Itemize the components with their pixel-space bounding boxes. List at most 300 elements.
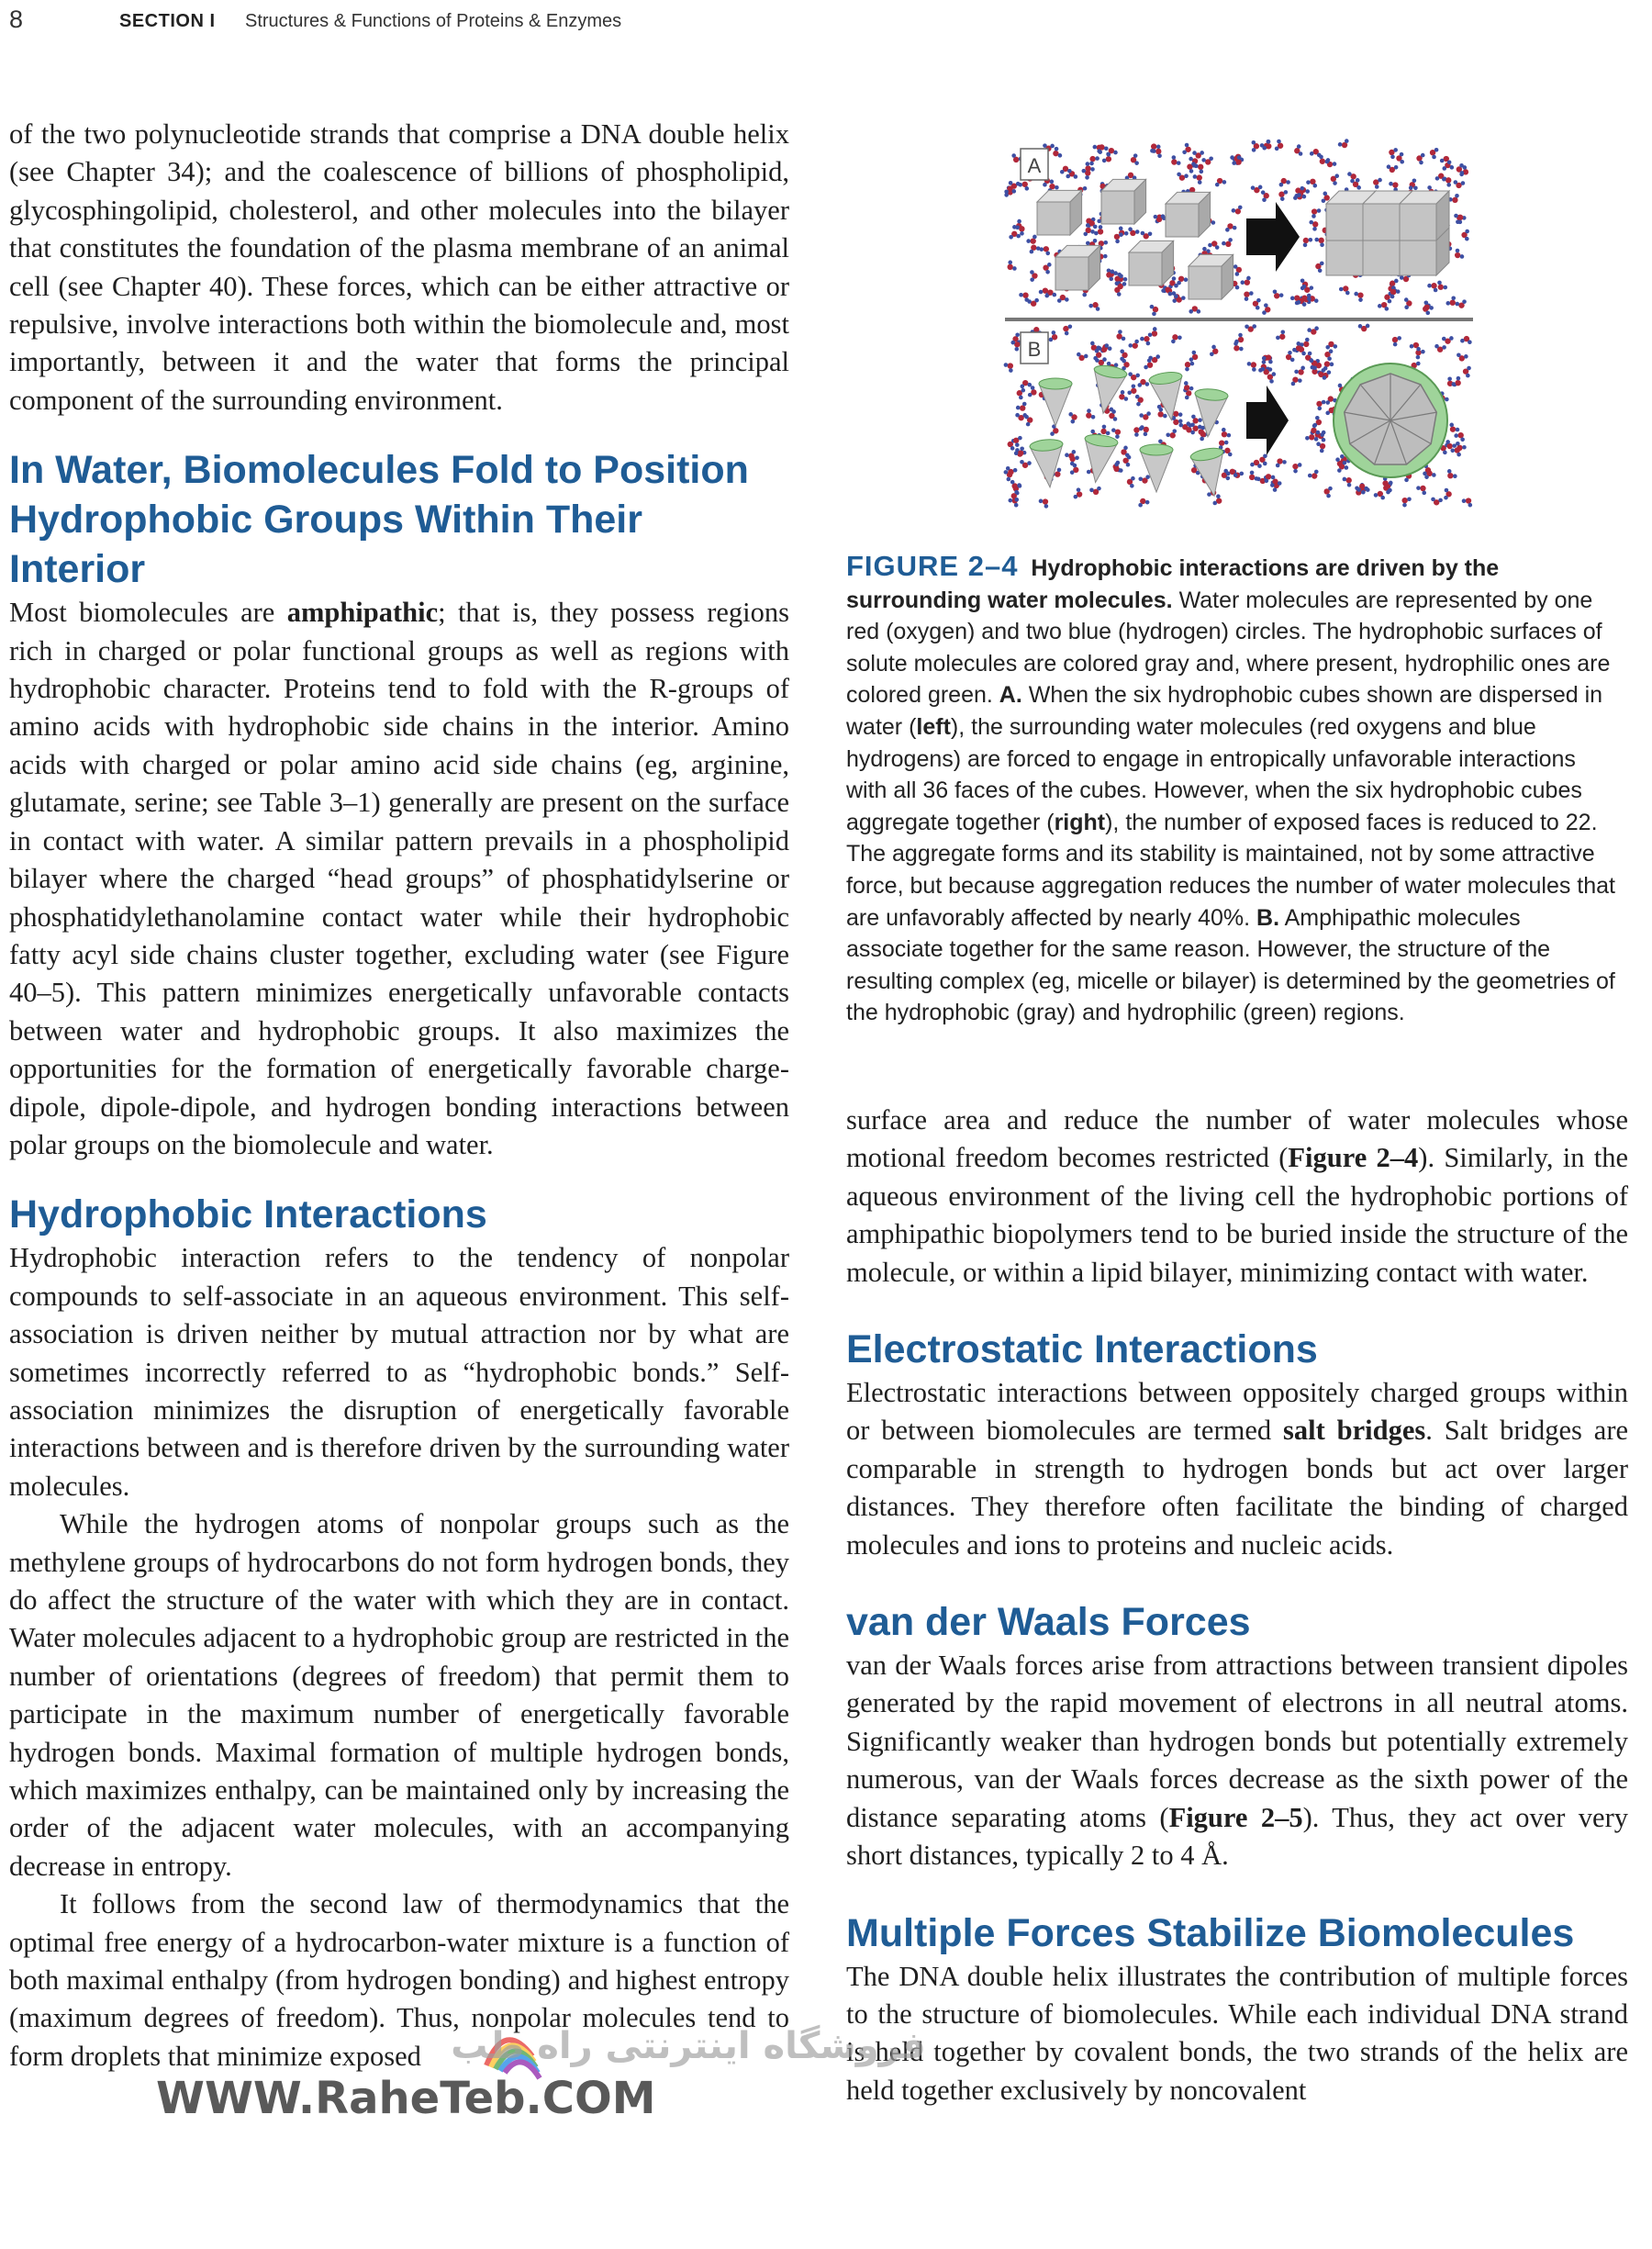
water-molecule [1244,291,1253,301]
hydrogen-atom [1345,291,1350,296]
hydrogen-atom [1299,151,1303,156]
oxygen-atom [1155,149,1161,154]
hydrogen-atom [1442,177,1446,182]
hydrogen-atom [1011,153,1016,158]
hydrogen-atom [1207,492,1211,497]
oxygen-atom [1115,429,1121,434]
water-molecule [1273,289,1284,298]
water-molecule [1185,362,1194,372]
water-molecule [1462,498,1472,507]
oxygen-atom [1152,330,1157,336]
hydrogen-atom [1276,336,1280,341]
text-run: ). Similarly, in the aqueous environment of the living cell the hydrophobic portions of amphipathic biopolymers tend to be buried inside the structure of the molecule, or within a lipid bilayer, minimizing contact with water. [846,1142,1629,1288]
hydrogen-atom [1434,288,1438,293]
hydrophobic-cube [1166,192,1211,237]
water-molecule [1440,156,1452,164]
hydrogen-atom [1178,412,1183,417]
oxygen-atom [1312,473,1317,478]
hydrogen-atom [1148,332,1153,337]
hydrogen-atom [1153,327,1157,331]
water-molecule [1306,179,1317,188]
hydrogen-atom [1393,148,1398,152]
hydrogen-atom [1172,155,1177,160]
hydrogen-atom [1189,423,1193,428]
hydrogen-atom [1127,391,1132,396]
hydrogen-atom [1416,362,1421,366]
water-molecule [1053,147,1062,158]
text-run: Water molecules are represented by one red (oxygen) and two blue (hydrogen) circles. The hydrophobic surfaces of solute molecules are colored gray and, where present, hydrophilic ones are colored green. [846,587,1611,709]
oxygen-atom [1019,226,1024,231]
hydrogen-atom [1147,358,1152,363]
hydrogen-atom [1087,408,1091,413]
oxygen-atom [1312,208,1317,214]
hydrogen-atom [1308,474,1312,478]
hydrogen-atom [1145,475,1150,479]
water-molecule [1279,178,1290,187]
hydrogen-atom [1097,219,1101,224]
water-molecule [1020,460,1032,468]
text-run: van der Waals forces arise from attractions between transient dipoles generated by the rapid movement of electrons in all neutral atoms. Significantly weaker than hydrogen bonds but potentially extremely numerous, van der Waals forces decrease as the sixth power of the distance separating atoms ( [846,1650,1628,1833]
water-molecule [1309,220,1318,231]
hydrogen-atom [1068,412,1073,417]
hydrogen-atom [1086,162,1090,166]
hydrogen-atom [1380,496,1385,500]
water-molecule [1232,206,1243,215]
hydrogen-atom [1065,331,1069,336]
oxygen-atom [1018,450,1023,455]
oxygen-atom [1343,285,1348,291]
hydrogen-atom [1124,231,1129,236]
water-molecule [1291,376,1302,386]
hydrogen-atom [1297,300,1301,305]
hydrogen-atom [1022,402,1027,407]
hydrogen-atom [1146,411,1151,416]
water-molecule [1024,415,1032,427]
oxygen-atom [1172,334,1178,340]
hydrogen-atom [1325,345,1330,350]
water-molecule [1208,241,1219,250]
hydrogen-atom [1230,155,1234,160]
oxygen-atom [1455,380,1460,386]
hydrogen-atom [1030,277,1034,282]
hydrogen-atom [1432,155,1436,160]
hydrogen-atom [1455,302,1459,307]
hydrogen-atom [1261,367,1266,372]
hydrogen-atom [1317,208,1322,213]
hydrogen-atom [1442,337,1446,341]
water-molecule [1396,152,1404,164]
hydrogen-atom [1102,357,1107,362]
hydrogen-atom [1288,351,1292,355]
hydrogen-atom [1279,183,1284,187]
hydrogen-atom [1200,151,1204,155]
hydrogen-atom [1424,300,1429,305]
hydrogen-atom [1270,483,1275,487]
hydrogen-atom [1297,193,1301,197]
hydrogen-atom [1400,152,1404,157]
hydrogen-atom [1086,223,1090,228]
hydrogen-atom [1174,284,1178,288]
water-molecule [1292,463,1301,473]
hydrogen-atom [1302,195,1307,199]
hydrogen-atom [1010,446,1015,451]
hydrogen-atom [1208,243,1212,248]
hydrogen-atom [1039,499,1044,504]
water-molecule [1424,300,1434,309]
oxygen-atom [1279,334,1285,340]
water-molecule [1030,270,1038,282]
hydrogen-atom [1119,468,1123,473]
hydrogen-atom [1177,173,1181,177]
hydrogen-atom [1157,153,1162,158]
water-molecule [1416,153,1424,165]
hydrogen-atom [1133,153,1138,158]
hydrogen-atom [1314,238,1319,242]
water-molecule [1457,352,1468,361]
hydrogen-atom [1065,453,1069,457]
oxygen-atom [1030,238,1035,243]
water-molecule [1415,350,1424,360]
hydrogen-atom [1017,219,1021,224]
water-molecule [1222,238,1233,247]
hydrogen-atom [1020,460,1024,464]
hydrogen-atom [1466,374,1470,378]
hydrogen-atom [1222,180,1227,185]
oxygen-atom [1085,165,1090,171]
hydrogen-atom [1330,363,1334,367]
water-molecule [1378,302,1389,311]
water-molecule [1010,341,1020,352]
water-molecule [1016,402,1027,411]
oxygen-atom [1320,159,1325,164]
hydrogen-atom [1388,299,1392,304]
hydrogen-atom [1434,148,1439,152]
hydrophobic-cube [1400,191,1449,241]
water-molecule [1191,415,1202,424]
hydrogen-atom [1390,295,1395,299]
water-molecule [1125,173,1137,180]
hydrogen-atom [1090,341,1095,346]
hydrogen-atom [1026,239,1031,243]
hydrogen-atom [1455,194,1459,198]
water-molecule [1276,458,1287,467]
hydrogen-atom [1290,358,1295,363]
hydrogen-atom [1272,372,1277,376]
hydrogen-atom [1104,343,1109,348]
water-molecule [1177,173,1189,181]
water-molecule [1460,336,1472,344]
hydrogen-atom [1026,422,1031,427]
hydrogen-atom [1245,297,1249,301]
section-heading-multiple-forces: Multiple Forces Stabilize Biomolecules [846,1910,1575,1955]
hydrogen-atom [1427,185,1432,190]
hydrogen-atom [1457,352,1461,357]
hydrogen-atom [1102,425,1107,430]
hydrogen-atom [1077,352,1081,357]
hydrogen-atom [1057,298,1062,303]
text-run: B. [1256,904,1280,931]
hydrogen-atom [1301,352,1306,356]
water-molecule [1225,223,1236,231]
oxygen-atom [1238,337,1244,342]
hydrogen-atom [1146,341,1151,346]
hydrogen-atom [1144,365,1148,370]
water-molecule [1343,477,1352,487]
hydrogen-atom [1013,468,1018,473]
hydrogen-atom [1298,463,1302,467]
water-molecule [1184,381,1193,390]
water-molecule [1057,295,1069,303]
hydrogen-atom [1018,183,1022,187]
hydrogen-atom [1200,437,1204,442]
hydrogen-atom [1233,264,1238,269]
water-molecule [1457,163,1465,175]
hydrogen-atom [1326,494,1331,498]
hydrogen-atom [1412,178,1417,183]
water-molecule [1109,409,1117,421]
hydrogen-atom [1262,360,1267,364]
water-molecule [1259,454,1267,466]
water-molecule [1128,372,1140,380]
hydrogen-atom [1329,349,1334,353]
oxygen-atom [1184,385,1189,390]
figure-caption [846,551,1617,1029]
page-number: 8 [9,6,24,33]
hydrogen-atom [1119,274,1123,278]
text-run: Electrostatic interactions between oppositely charged groups within or between biomolecules are termed [846,1377,1628,1447]
hydrogen-atom [1300,186,1305,191]
hydrogen-atom [1327,356,1332,361]
hydrogen-atom [1347,172,1352,176]
hydrogen-atom [1115,434,1120,439]
water-molecule [1454,432,1465,442]
hydrogen-atom [1446,183,1451,187]
hydrogen-atom [1016,234,1021,239]
hydrogen-atom [1296,341,1300,346]
hydrogen-atom [1273,487,1278,492]
hydrogen-atom [1216,494,1221,498]
hydrogen-atom [1250,471,1255,476]
hydrogen-atom [1019,293,1023,297]
hydrogen-atom [1397,336,1401,341]
hydrogen-atom [1460,437,1465,442]
hydrogen-atom [1235,285,1240,290]
water-molecule [1325,341,1337,350]
hydrogen-atom [1252,324,1256,329]
hydrogen-atom [1291,382,1296,386]
hydrogen-atom [1356,487,1361,492]
hydrogen-atom [1157,405,1162,409]
hydrogen-atom [1189,169,1194,173]
section-heading-fold: In Water, Biomolecules Fold to Position Hydrophobic Groups Within Their Interior [9,448,749,592]
hydrogen-atom [1333,162,1337,166]
hydrogen-atom [1450,448,1455,453]
water-molecule [1416,486,1426,495]
oxygen-atom [1113,466,1119,472]
hydrogen-atom [1040,247,1044,252]
water-molecule [1060,166,1072,174]
text-run: ). Thus, they act over very short distances, typically 2 to 4 Å. [846,1801,1628,1872]
hydrogen-atom [1178,419,1183,423]
hydrogen-atom [1096,307,1100,311]
water-molecule [1083,228,1094,237]
water-molecule [1127,476,1135,488]
hydrogen-atom [1245,325,1249,330]
paragraph-electrostatic [846,1374,1628,1564]
oxygen-atom [1309,434,1314,440]
hydrogen-atom [1074,174,1078,179]
hydrogen-atom [1310,285,1314,290]
hydrogen-atom [1256,298,1261,303]
hydrogen-atom [1192,351,1197,355]
figure-2-4-illustration [1000,138,1478,509]
water-molecule [1314,238,1323,247]
hydrogen-atom [1177,161,1181,165]
hydrogen-atom [1011,189,1016,194]
hydrogen-atom [1014,503,1019,508]
hydrogen-atom [1310,151,1314,156]
water-molecule [1128,227,1139,236]
aggregated-cubes [1326,191,1449,275]
hydrogen-atom [1464,354,1468,359]
section-heading-hydrophobic: Hydrophobic Interactions [9,1192,487,1237]
hydrogen-atom [1277,140,1281,144]
hydrogen-atom [1268,367,1273,372]
hydrogen-atom [1312,424,1317,429]
water-molecule [1275,140,1283,151]
hydrophobic-tail [1039,384,1072,426]
hydrogen-atom [1111,270,1115,274]
hydrogen-atom [1121,390,1125,395]
hydrogen-atom [1321,368,1325,373]
hydrogen-atom [1050,431,1055,436]
hydrogen-atom [1233,473,1238,477]
water-molecule [1026,235,1036,244]
hydrogen-atom [1058,153,1063,158]
hydrogen-atom [1138,476,1143,481]
hydrogen-atom [1302,285,1307,289]
water-molecule [1444,488,1452,500]
water-molecule [1427,283,1437,292]
hydrogen-atom [1189,309,1193,314]
oxygen-atom [1466,498,1471,503]
water-molecule [1233,341,1243,351]
hydrogen-atom [1006,466,1010,471]
hydrogen-atom [1084,354,1088,359]
water-molecule [1050,424,1058,436]
hydrogen-atom [1297,144,1301,149]
hydrogen-atom [1093,145,1098,150]
oxygen-atom [1131,388,1136,394]
hydrogen-atom [1130,484,1134,488]
hydrogen-atom [1009,498,1013,503]
hydrogen-atom [1148,231,1153,236]
water-molecule [1286,351,1295,362]
water-molecule [1249,471,1258,481]
hydrogen-atom [1015,413,1020,418]
hydrogen-atom [1030,270,1034,274]
section-heading-van-der-waals: van der Waals Forces [846,1600,1251,1645]
water-molecule [1089,487,1101,495]
water-molecule [1331,173,1339,185]
hydrogen-atom [1305,436,1310,441]
hydrogen-atom [1413,185,1418,190]
hydrogen-atom [1014,498,1019,502]
hydrogen-atom [1004,190,1009,195]
hydrogen-atom [1083,232,1088,237]
water-molecule [1339,285,1350,295]
hydrogen-atom [1432,473,1436,477]
hydrogen-atom [1445,488,1449,493]
hydrogen-atom [1305,189,1310,194]
hydrogen-atom [1053,293,1057,297]
hydrogen-atom [1416,486,1421,490]
hydrogen-atom [1090,229,1095,234]
hydrogen-atom [1308,352,1312,356]
cube-face-front [1055,257,1088,290]
oxygen-atom [1292,464,1298,469]
hydrogen-atom [1451,296,1456,300]
oxygen-atom [1450,426,1456,431]
hydrogen-atom [1093,356,1098,361]
hydrogen-atom [1028,393,1032,397]
oxygen-atom [1022,292,1028,297]
hydrogen-atom [1189,157,1193,162]
hydrogen-atom [1086,241,1090,246]
water-molecule [1253,298,1261,310]
water-molecule [1310,149,1322,157]
water-molecule [1193,174,1202,185]
water-molecule [1442,336,1454,344]
figure-caption-title: Hydrophobic interactions are driven by the surrounding water molecules. [846,555,1500,613]
hydrogen-atom [1317,407,1322,411]
hydrogen-atom [1238,333,1243,338]
water-molecule [1144,358,1153,369]
hydrogen-atom [1070,462,1075,466]
water-molecule [1374,491,1385,500]
water-molecule [1278,190,1288,201]
water-molecule [1294,144,1302,156]
oxygen-atom [1198,164,1203,170]
hydrogen-atom [1135,374,1140,378]
hydrogen-atom [1021,385,1025,389]
hydrogen-atom [1158,439,1163,443]
water-molecule [1292,341,1301,352]
hydrogen-atom [1172,298,1177,303]
hydrogen-atom [1021,388,1025,393]
water-molecule [1252,140,1260,152]
hydrogen-atom [1209,156,1213,161]
water-molecule [1387,164,1399,173]
water-molecule [1389,182,1398,192]
hydrogen-atom [1252,367,1256,372]
hydrogen-atom [1364,487,1368,491]
oxygen-atom [1303,238,1309,243]
oxygen-atom [1014,341,1020,347]
hydrogen-atom [1388,488,1392,493]
oxygen-atom [1200,431,1206,437]
cube-face-front [1400,204,1436,241]
hydrogen-atom [1290,297,1295,301]
hydrogen-atom [1431,498,1435,502]
hydrogen-atom [1055,147,1059,151]
hydrogen-atom [1312,214,1316,218]
hydrogen-atom [1375,185,1379,189]
hydrogen-atom [1010,341,1015,345]
hydrogen-atom [1104,146,1109,151]
hydrogen-atom [1190,362,1195,366]
hydrogen-atom [1010,480,1015,485]
